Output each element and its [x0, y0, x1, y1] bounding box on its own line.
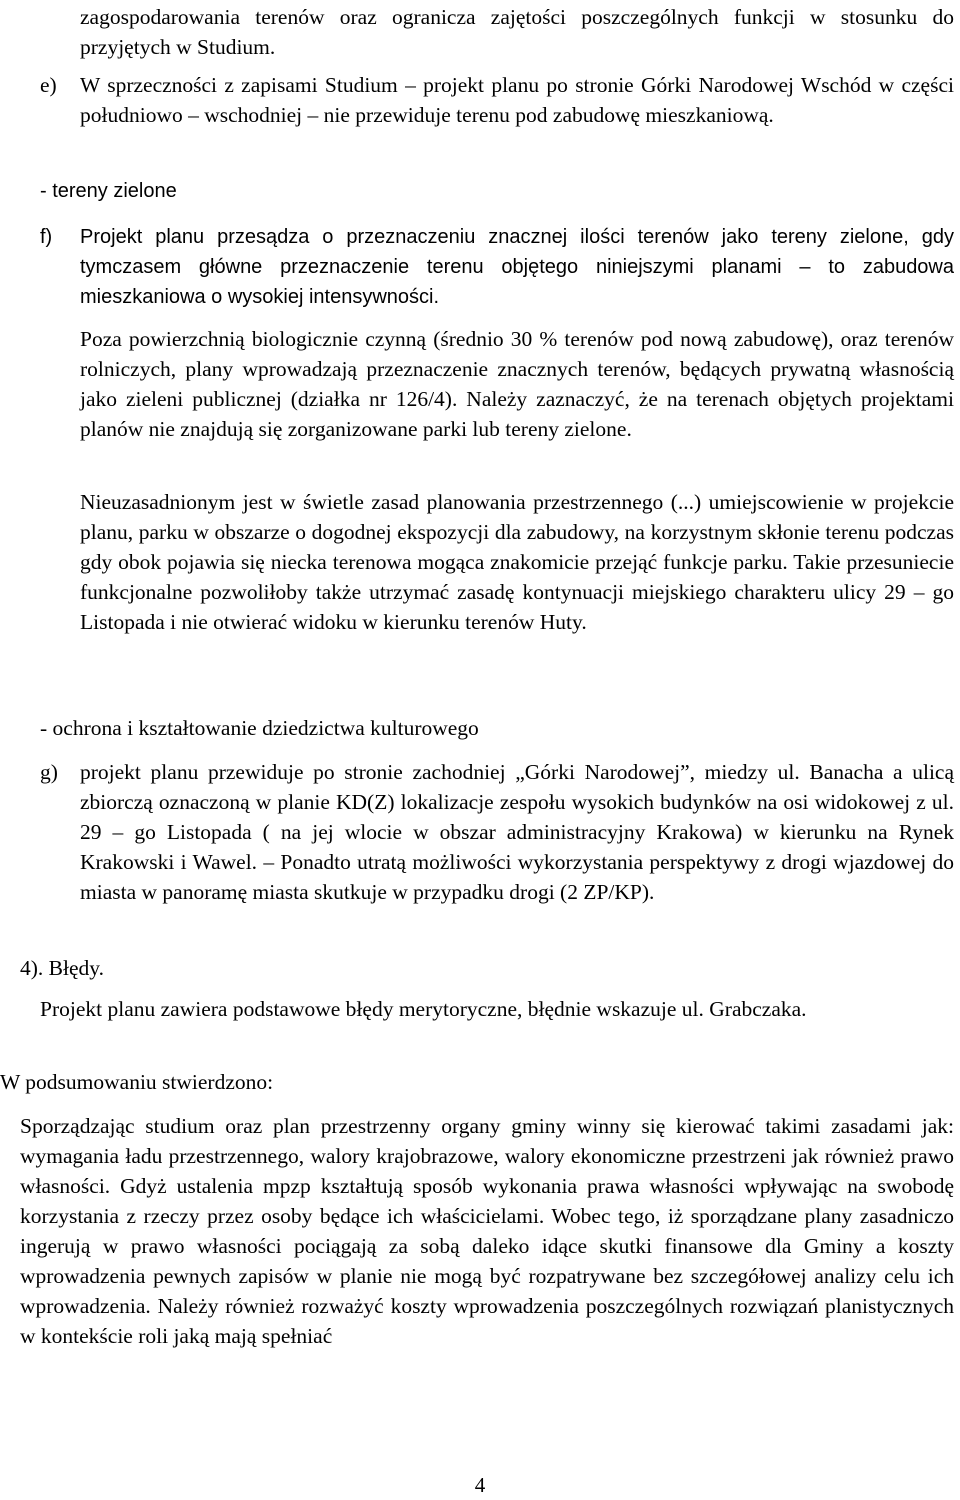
paragraph-bledy: Projekt planu zawiera podstawowe błędy merytoryczne, błędnie wskazuje ul. Grabczaka.	[40, 997, 807, 1021]
heading-tereny-zielone: - tereny zielone	[40, 180, 177, 202]
paragraph-poza-powierzchnia: Poza powierzchnią biologicznie czynną (średnio 30 % terenów pod nową zabudowę), oraz terenów rolniczych, plany wprowadzają przeznaczenie znacznych terenów, będących prywatną własnością jako zieleni publicznej (działka nr 126/4). Należy zaznaczyć, że na terenach objętych projektami planów nie znajdują się zorganizowane parki lub tereny zielone.	[80, 327, 954, 441]
item-f	[40, 222, 954, 312]
item-g-label: g)	[40, 760, 58, 784]
paragraph-nieuzasadnionym: Nieuzasadnionym jest w świetle zasad planowania przestrzennego (...) umiejscowienie w projekcie planu, parku w obszarze o dogodnej ekspozycji dla zabudowy, na korzystnym skłonie terenu podczas gdy obok pojawia się niecka terenowa mogąca znakomicie przejąć funkcje parku. Takie przesuniecie funkcjonalne pozwoliłoby także utrzymać zasadę kontynuacji miejskiego charakteru ulicy 29 – go Listopada i nie otwierać widoku w kierunku terenów Huty.	[80, 490, 954, 634]
item-g-text: projekt planu przewiduje po stronie zachodniej „Górki Narodowej”, miedzy ul. Banacha a ulicą zbiorczą oznaczoną w planie KD(Z) lokalizacje zespołu wysokich budynków na osi widokowej z ul. 29 – go Listopada ( na jej wlocie w obszar administracyjny Krakowa) w kierunku na Rynek Krakowski i Wawel. – Ponadto utratą możliwości wykorzystania perspektywy z drogi wjazdowej do miasta w panoramę miasta skutkuje w przypadku drogi (2 ZP/KP).	[80, 760, 954, 904]
section-4-heading: 4). Błędy.	[20, 956, 104, 980]
item-e-label: e)	[40, 73, 57, 97]
paragraph-summary: Sporządzając studium oraz plan przestrzenny organy gminy winny się kierować takimi zasadami jak: wymagania ładu przestrzennego, walory krajobrazowe, walory ekonomiczne przestrzeni jak również prawo własności. Gdyż ustalenia mpzp kształtują sposób wykonania prawa własności wpływając na swobodę korzystania z rzeczy przez osoby będące ich właścicielami. Wobec tego, iż sporządzane plany zasadniczo ingerują w prawo własności pociągają za sobą daleko idące skutki finansowe dla Gminy a koszty wprowadzenia pewnych zapisów w planie nie mogą być rozpatrywane bez szczegółowej analizy celu ich wprowadzenia. Należy również rozważyć koszty wprowadzenia poszczególnych rozwiązań planistycznych w kontekście roli jaką mają spełniać	[20, 1114, 954, 1348]
intro-continuation-paragraph: zagospodarowania terenów oraz ogranicza zajętości poszczególnych funkcji w stosunku do przyjętych w Studium.	[80, 5, 954, 59]
item-f-label: f)	[40, 226, 53, 248]
heading-ochrona-dziedzictwa: - ochrona i kształtowanie dziedzictwa kulturowego	[40, 716, 479, 740]
item-e	[40, 70, 954, 130]
summary-heading: W podsumowaniu stwierdzono:	[0, 1070, 274, 1094]
item-e-text: W sprzeczności z zapisami Studium – projekt planu po stronie Górki Narodowej Wschód w części południowo – wschodniej – nie przewiduje terenu pod zabudowę mieszkaniową.	[80, 73, 954, 127]
item-f-text: Projekt planu przesądza o przeznaczeniu znacznej ilości terenów jako tereny zielone, gdy tymczasem główne przeznaczenie terenu objętego niniejszymi planami – to zabudowa mieszkaniowa o wysokiej intensywności.	[80, 226, 954, 308]
item-g	[40, 757, 954, 907]
page-number: 4	[474, 1473, 486, 1497]
